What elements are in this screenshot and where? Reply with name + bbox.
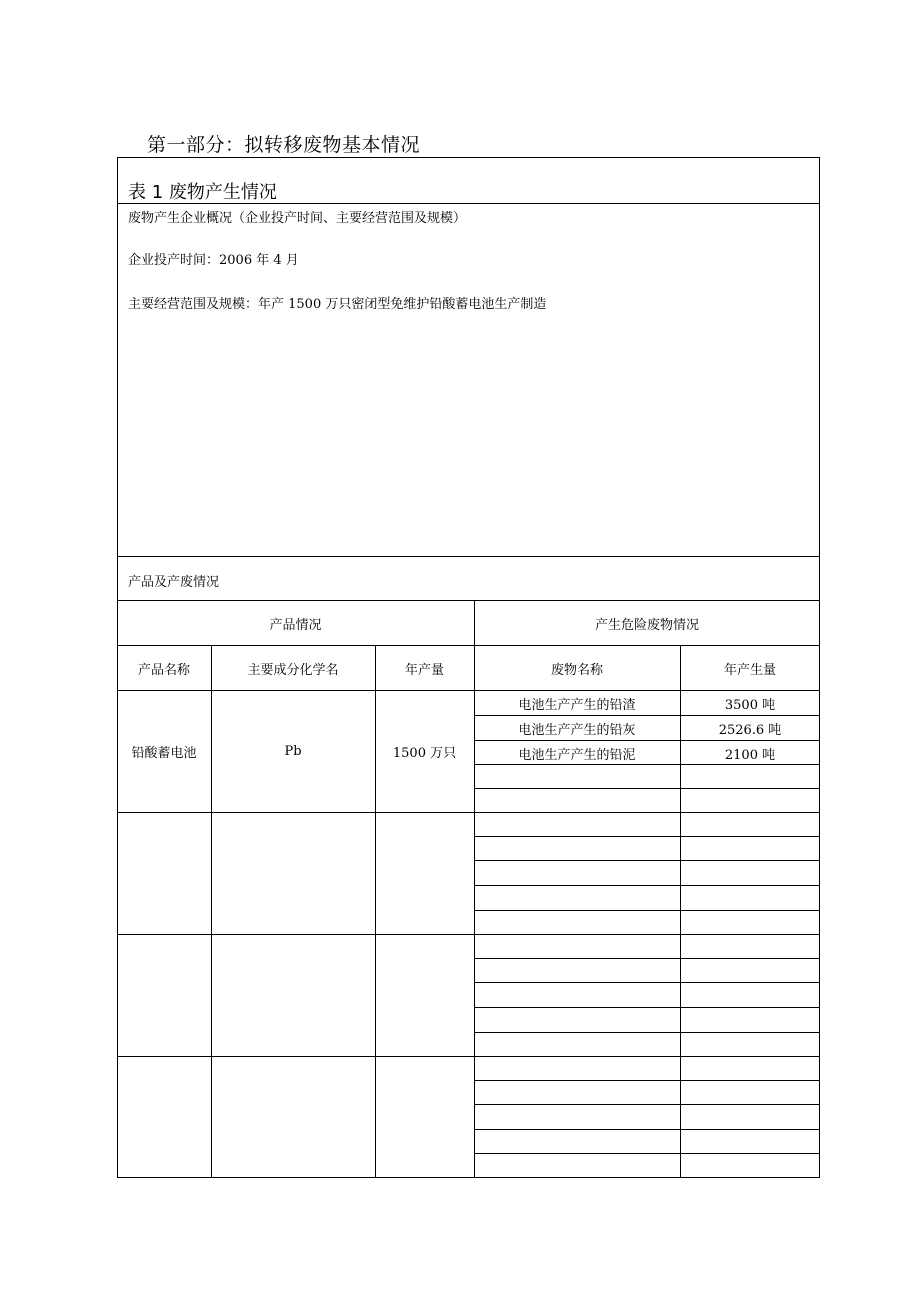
divider xyxy=(117,812,820,813)
divider xyxy=(474,860,820,861)
product-name-cell: 铅酸蓄电池 xyxy=(131,746,197,761)
divider xyxy=(474,836,820,837)
table-title: 表 1 废物产生情况 xyxy=(128,182,277,203)
col-header-annual-output: 年产量 xyxy=(404,662,444,678)
divider xyxy=(474,958,820,959)
products-section-label: 产品及产废情况 xyxy=(128,575,220,590)
divider xyxy=(474,982,820,983)
annual-output-cell: 1500 万只 xyxy=(392,746,457,761)
divider xyxy=(474,1007,820,1008)
divider xyxy=(474,1129,820,1130)
divider xyxy=(474,885,820,886)
divider xyxy=(474,764,820,765)
divider xyxy=(474,1032,820,1033)
overview-scope: 主要经营范围及规模：年产 1500 万只密闭型免维护铅酸蓄电池生产制造 xyxy=(128,297,547,312)
waste-amount-cell: 2100 吨 xyxy=(724,747,776,763)
chemical-name-cell: Pb xyxy=(284,744,302,759)
divider xyxy=(474,910,820,911)
divider xyxy=(474,1080,820,1081)
divider xyxy=(474,1153,820,1154)
divider xyxy=(474,1104,820,1105)
divider xyxy=(117,556,820,557)
waste-name-cell: 电池生产产生的铅渣 xyxy=(518,697,636,713)
waste-name-cell: 电池生产产生的铅灰 xyxy=(518,722,636,738)
group-header-waste: 产生危险废物情况 xyxy=(594,617,699,633)
divider xyxy=(117,934,820,935)
group-header-product: 产品情况 xyxy=(269,617,322,633)
col-header-product-name: 产品名称 xyxy=(137,662,190,678)
col-header-chemical-name: 主要成分化学名 xyxy=(247,662,339,678)
divider xyxy=(474,788,820,789)
overview-heading: 废物产生企业概况（企业投产时间、主要经营范围及规模） xyxy=(128,211,467,226)
waste-amount-cell: 3500 吨 xyxy=(724,697,776,713)
divider xyxy=(117,1056,820,1057)
col-header-waste-name: 废物名称 xyxy=(550,662,603,678)
divider xyxy=(117,203,820,204)
section-title: 第一部分：拟转移废物基本情况 xyxy=(147,134,421,156)
col-header-annual-generation: 年产生量 xyxy=(723,662,776,678)
overview-start-time: 企业投产时间：2006 年 4 月 xyxy=(128,253,299,268)
waste-amount-cell: 2526.6 吨 xyxy=(718,722,782,738)
waste-name-cell: 电池生产产生的铅泥 xyxy=(518,747,636,763)
